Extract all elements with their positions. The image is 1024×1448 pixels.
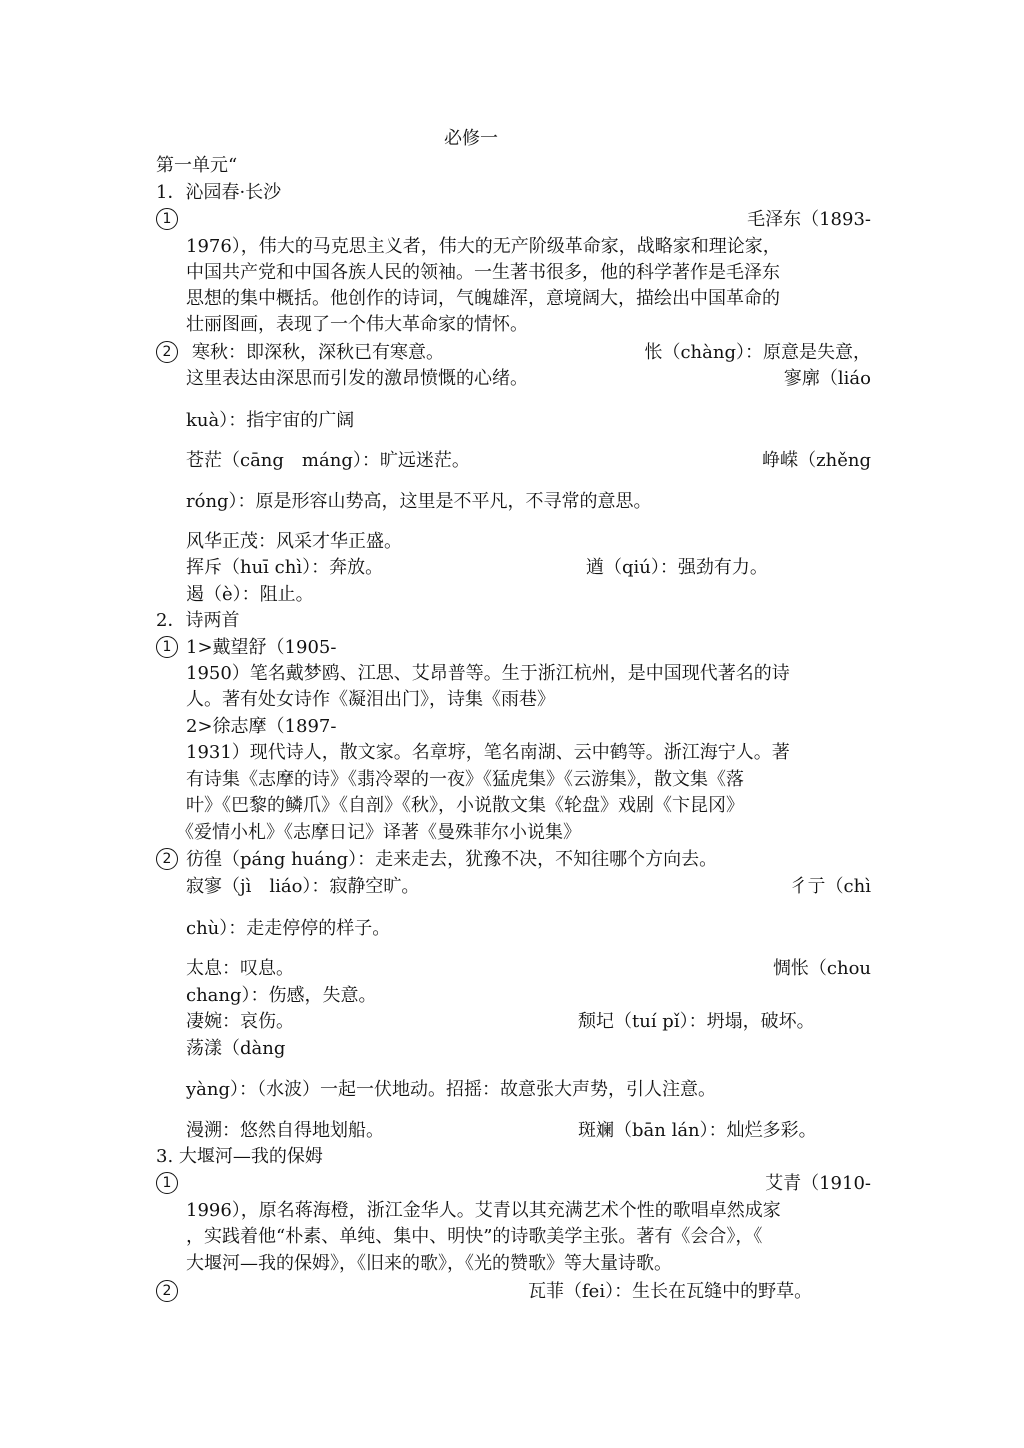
vocab-entry: 颓圮（tuí pǐ）：坍塌，破坏。 — [578, 1011, 815, 1032]
lesson-heading: 2．诗两首 — [156, 610, 240, 631]
unit-title: 第一单元“ — [156, 155, 238, 176]
bio-line: 叶》《巴黎的鳞爪》《自剖》《秋》，小说散文集《轮盘》戏剧《卞昆冈》 — [186, 795, 744, 816]
vocab-entry: 凄婉：哀伤。 — [186, 1011, 294, 1032]
bio-line: 壮丽图画，表现了一个伟大革命家的情怀。 — [186, 314, 528, 335]
vocab-entry: 瓦菲（fei）：生长在瓦缝中的野草。 — [528, 1281, 813, 1302]
vocab-entry: 这里表达由深思而引发的激昂愤慨的心绪。 — [186, 368, 528, 389]
circled-number-2: 2 — [156, 1280, 178, 1302]
vocab-entry: 寒秋：即深秋，深秋已有寒意。 — [192, 342, 444, 363]
page-title: 必修一 — [444, 128, 498, 149]
bio-line: 1950）笔名戴梦鸥、江思、艾昂普等。生于浙江杭州，是中国现代著名的诗 — [186, 663, 790, 684]
bio-line: 有诗集《志摩的诗》《翡冷翠的一夜》《猛虎集》《云游集》，散文集《落 — [186, 769, 744, 790]
author-name: 艾青（1910- — [765, 1173, 871, 1194]
bio-line: 大堰河—我的保姆》，《旧来的歌》，《光的赞歌》等大量诗歌。 — [186, 1253, 672, 1274]
vocab-entry: 斑斓（bān lán）：灿烂多彩。 — [578, 1120, 817, 1141]
vocab-entry: 太息：叹息。 — [186, 958, 294, 979]
bio-line: 1>戴望舒（1905- — [186, 637, 337, 658]
vocab-entry: 遏（è）：阻止。 — [186, 584, 314, 605]
vocab-entry: chang）：伤感，失意。 — [186, 985, 377, 1006]
lesson-heading: 1．沁园春·长沙 — [156, 182, 282, 203]
circled-number-1: 1 — [156, 1172, 178, 1194]
circled-number-1: 1 — [156, 208, 178, 230]
vocab-entry: 彷徨（páng huáng）：走来走去，犹豫不决，不知往哪个方向去。 — [186, 849, 718, 870]
bio-line: 1931）现代诗人，散文家。名章垿，笔名南湖、云中鹤等。浙江海宁人。著 — [186, 742, 790, 763]
vocab-entry: 挥斥（huī chì）：奔放。 — [186, 557, 384, 578]
vocab-entry: 惆怅（chou — [772, 958, 871, 979]
vocab-entry: 漫溯：悠然自得地划船。 — [186, 1120, 384, 1141]
vocab-entry: róng）：原是形容山势高，这里是不平凡，不寻常的意思。 — [186, 491, 652, 512]
circled-number-1: 1 — [156, 636, 178, 658]
circled-number-2: 2 — [156, 341, 178, 363]
vocab-entry: 寂寥（jì liáo）：寂静空旷。 — [186, 876, 420, 897]
vocab-entry: 风华正茂：风采才华正盛。 — [186, 531, 402, 552]
vocab-entry: 彳亍（chì — [789, 876, 871, 897]
lesson-heading: 3. 大堰河—我的保姆 — [156, 1146, 323, 1167]
circled-number-2: 2 — [156, 848, 178, 870]
vocab-entry: 遒（qiú）：强劲有力。 — [586, 557, 768, 578]
vocab-entry: 峥嵘（zhěng — [762, 450, 871, 471]
author-name: 毛泽东（1893- — [747, 209, 871, 230]
vocab-entry: 苍茫（cāng máng）：旷远迷茫。 — [186, 450, 470, 471]
bio-line: 人。著有处女诗作《凝泪出门》，诗集《雨巷》 — [186, 689, 555, 710]
bio-line: 中国共产党和中国各族人民的领袖。一生著书很多，他的科学著作是毛泽东 — [186, 262, 780, 283]
bio-line: ，实践着他“朴素、单纯、集中、明快”的诗歌美学主张。著有《会合》，《 — [186, 1226, 763, 1247]
bio-line: 《爱情小札》《志摩日记》译著《曼殊菲尔小说集》 — [176, 822, 581, 843]
bio-line: 思想的集中概括。他创作的诗词，气魄雄浑，意境阔大，描绘出中国革命的 — [186, 288, 780, 309]
bio-line: 2>徐志摩（1897- — [186, 716, 337, 737]
vocab-entry: chù）：走走停停的样子。 — [186, 918, 391, 939]
bio-line: 1996），原名蒋海橙，浙江金华人。艾青以其充满艺术个性的歌唱卓然成家 — [186, 1200, 781, 1221]
vocab-entry: kuà）：指宇宙的广阔 — [186, 410, 355, 431]
vocab-entry: 怅（chàng）：原意是失意， — [644, 342, 871, 363]
vocab-entry: yàng）：（水波）一起一伏地动。招摇：故意张大声势，引人注意。 — [186, 1079, 717, 1100]
vocab-entry: 寥廓（liáo — [783, 368, 871, 389]
bio-line: 1976），伟大的马克思主义者，伟大的无产阶级革命家，战略家和理论家， — [186, 236, 781, 257]
vocab-entry: 荡漾（dàng — [186, 1038, 286, 1059]
